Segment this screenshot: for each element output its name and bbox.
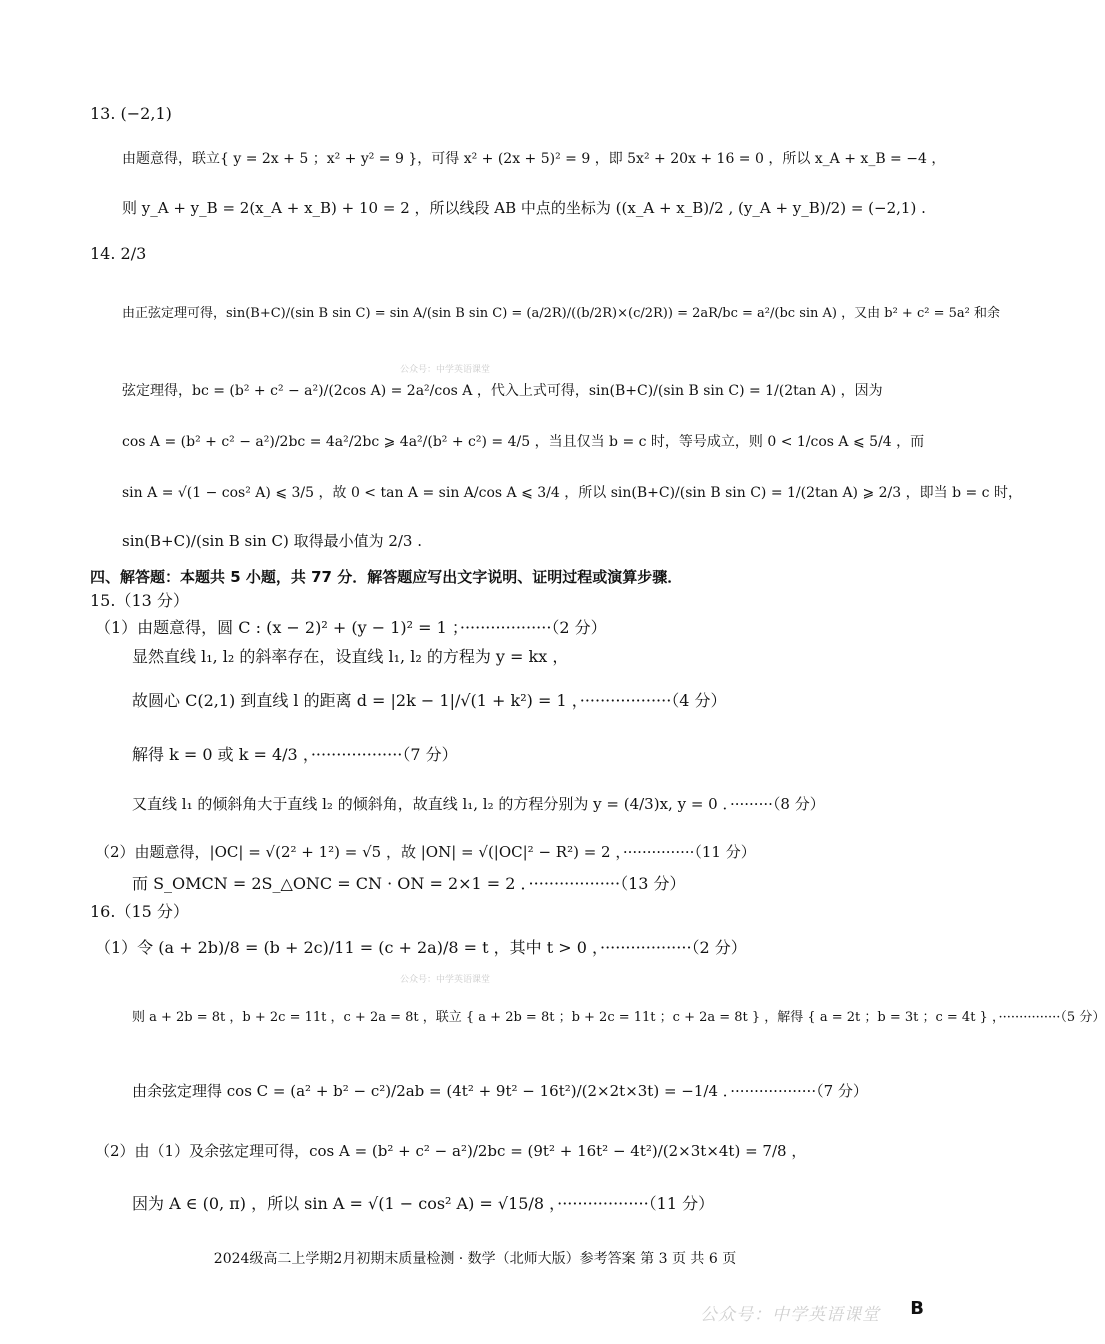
watermark: 公众号：中学英语课堂 (400, 365, 491, 375)
answer-16-part2-line-1: （2）由（1）及余弦定理可得，cos A = (b² + c² − a²)/2bc = (9t² + 16t² − 4t²)/(2×3t×4t) = 7/8 ， (95, 1142, 807, 1160)
answer-13-line-1: 由题意得，联立{ y = 2x + 5 ；x² + y² = 9 }，可得 x² + (2x + 5)² = 9 ，即 5x² + 20x + 16 = 0 ，所以 x_A + x_B = −4 ， (122, 151, 946, 167)
answer-16-part2-line-2: 因为 A ∈ (0, π) ，所以 sin A = √(1 − cos² A) = √15/8 ，··················（11 分） (132, 1194, 715, 1213)
answer-15-header: 15.（13 分） (90, 591, 189, 610)
page-footer: 2024级高二上学期2月初期末质量检测 · 数学（北师大版）参考答案 第 3 页 共 6 页 (213, 1251, 737, 1267)
answer-15-part1-line-5: 又直线 l₁ 的倾斜角大于直线 l₂ 的倾斜角，故直线 l₁, l₂ 的方程分别为 y = (4/3)x, y = 0 ．·········（8 分） (132, 795, 825, 813)
answer-14-line-4: sin A = √(1 − cos² A) ⩽ 3/5 ，故 0 < tan A = sin A/cos A ⩽ 3/4 ，所以 sin(B+C)/(sin B sin C) = 1/(2tan A) ⩾ 2/3 ，即当 b = c 时， (122, 485, 1022, 501)
answer-15-part1-line-3: 故圆心 C(2,1) 到直线 l 的距离 d = |2k − 1|/√(1 + k²) = 1 ，··················（4 分） (132, 691, 727, 710)
brand-letter: B (910, 1298, 924, 1319)
answer-15-part2-line-1: （2）由题意得，|OC| = √(2² + 1²) = √5 ，故 |ON| = √(|OC|² − R²) = 2 ，···············（11 分） (95, 843, 756, 861)
answer-16-header: 16.（15 分） (90, 902, 189, 921)
brand-watermark: 公众号：中学英语课堂 (700, 1305, 880, 1325)
answer-15-part2-line-2: 而 S_OMCN = 2S_△ONC = CN · ON = 2×1 = 2 ．··················（13 分） (132, 874, 686, 893)
answer-16-part1-line-1: （1）令 (a + 2b)/8 = (b + 2c)/11 = (c + 2a)/8 = t ，其中 t > 0 ，··················（2 分） (95, 938, 747, 957)
answer-16-part1-line-2: 则 a + 2b = 8t ，b + 2c = 11t ，c + 2a = 8t ，联立 { a + 2b = 8t ；b + 2c = 11t ；c + 2a = 8t } ，解得 { a = 2t ；b = 3t ；c = 4t } ，···············（5 分） (132, 1010, 1105, 1025)
watermark: 公众号：中学英语课堂 (400, 975, 491, 985)
answer-13-header: 13. (−2,1) (90, 104, 172, 123)
answer-15-part1-line-1: （1）由题意得，圆 C : (x − 2)² + (y − 1)² = 1 ；··················（2 分） (95, 618, 607, 637)
answer-14-line-2: 弦定理得，bc = (b² + c² − a²)/(2cos A) = 2a²/cos A ，代入上式可得，sin(B+C)/(sin B sin C) = 1/(2tan A) ，因为 (122, 383, 883, 399)
answer-13-line-2: 则 y_A + y_B = 2(x_A + x_B) + 10 = 2 ，所以线段 AB 中点的坐标为 ((x_A + x_B)/2 , (y_A + y_B)/2) = (−2,1) . (122, 199, 926, 217)
answer-16-part1-line-3: 由余弦定理得 cos C = (a² + b² − c²)/2ab = (4t² + 9t² − 16t²)/(2×2t×3t) = −1/4 ．··················（7 分） (132, 1082, 868, 1100)
answer-15-part1-line-2: 显然直线 l₁, l₂ 的斜率存在，设直线 l₁, l₂ 的方程为 y = kx ， (132, 647, 569, 666)
section-four-heading: 四、解答题：本题共 5 小题，共 77 分．解答题应写出文字说明、证明过程或演算步骤． (90, 568, 683, 586)
answer-14-header: 14. 2/3 (90, 244, 147, 263)
answer-14-line-3: cos A = (b² + c² − a²)/2bc = 4a²/2bc ⩾ 4a²/(b² + c²) = 4/5 ，当且仅当 b = c 时，等号成立，则 0 < 1/cos A ⩽ 5/4 ，而 (122, 434, 925, 450)
answer-14-line-1: 由正弦定理可得，sin(B+C)/(sin B sin C) = sin A/(sin B sin C) = (a/2R)/((b/2R)×(c/2R)) = 2aR/bc = a²/(bc sin A) ，又由 b² + c² = 5a² 和余 (122, 306, 1000, 321)
answer-14-line-5: sin(B+C)/(sin B sin C) 取得最小值为 2/3 . (122, 532, 423, 550)
answer-15-part1-line-4: 解得 k = 0 或 k = 4/3 ，··················（7 分） (132, 745, 458, 764)
